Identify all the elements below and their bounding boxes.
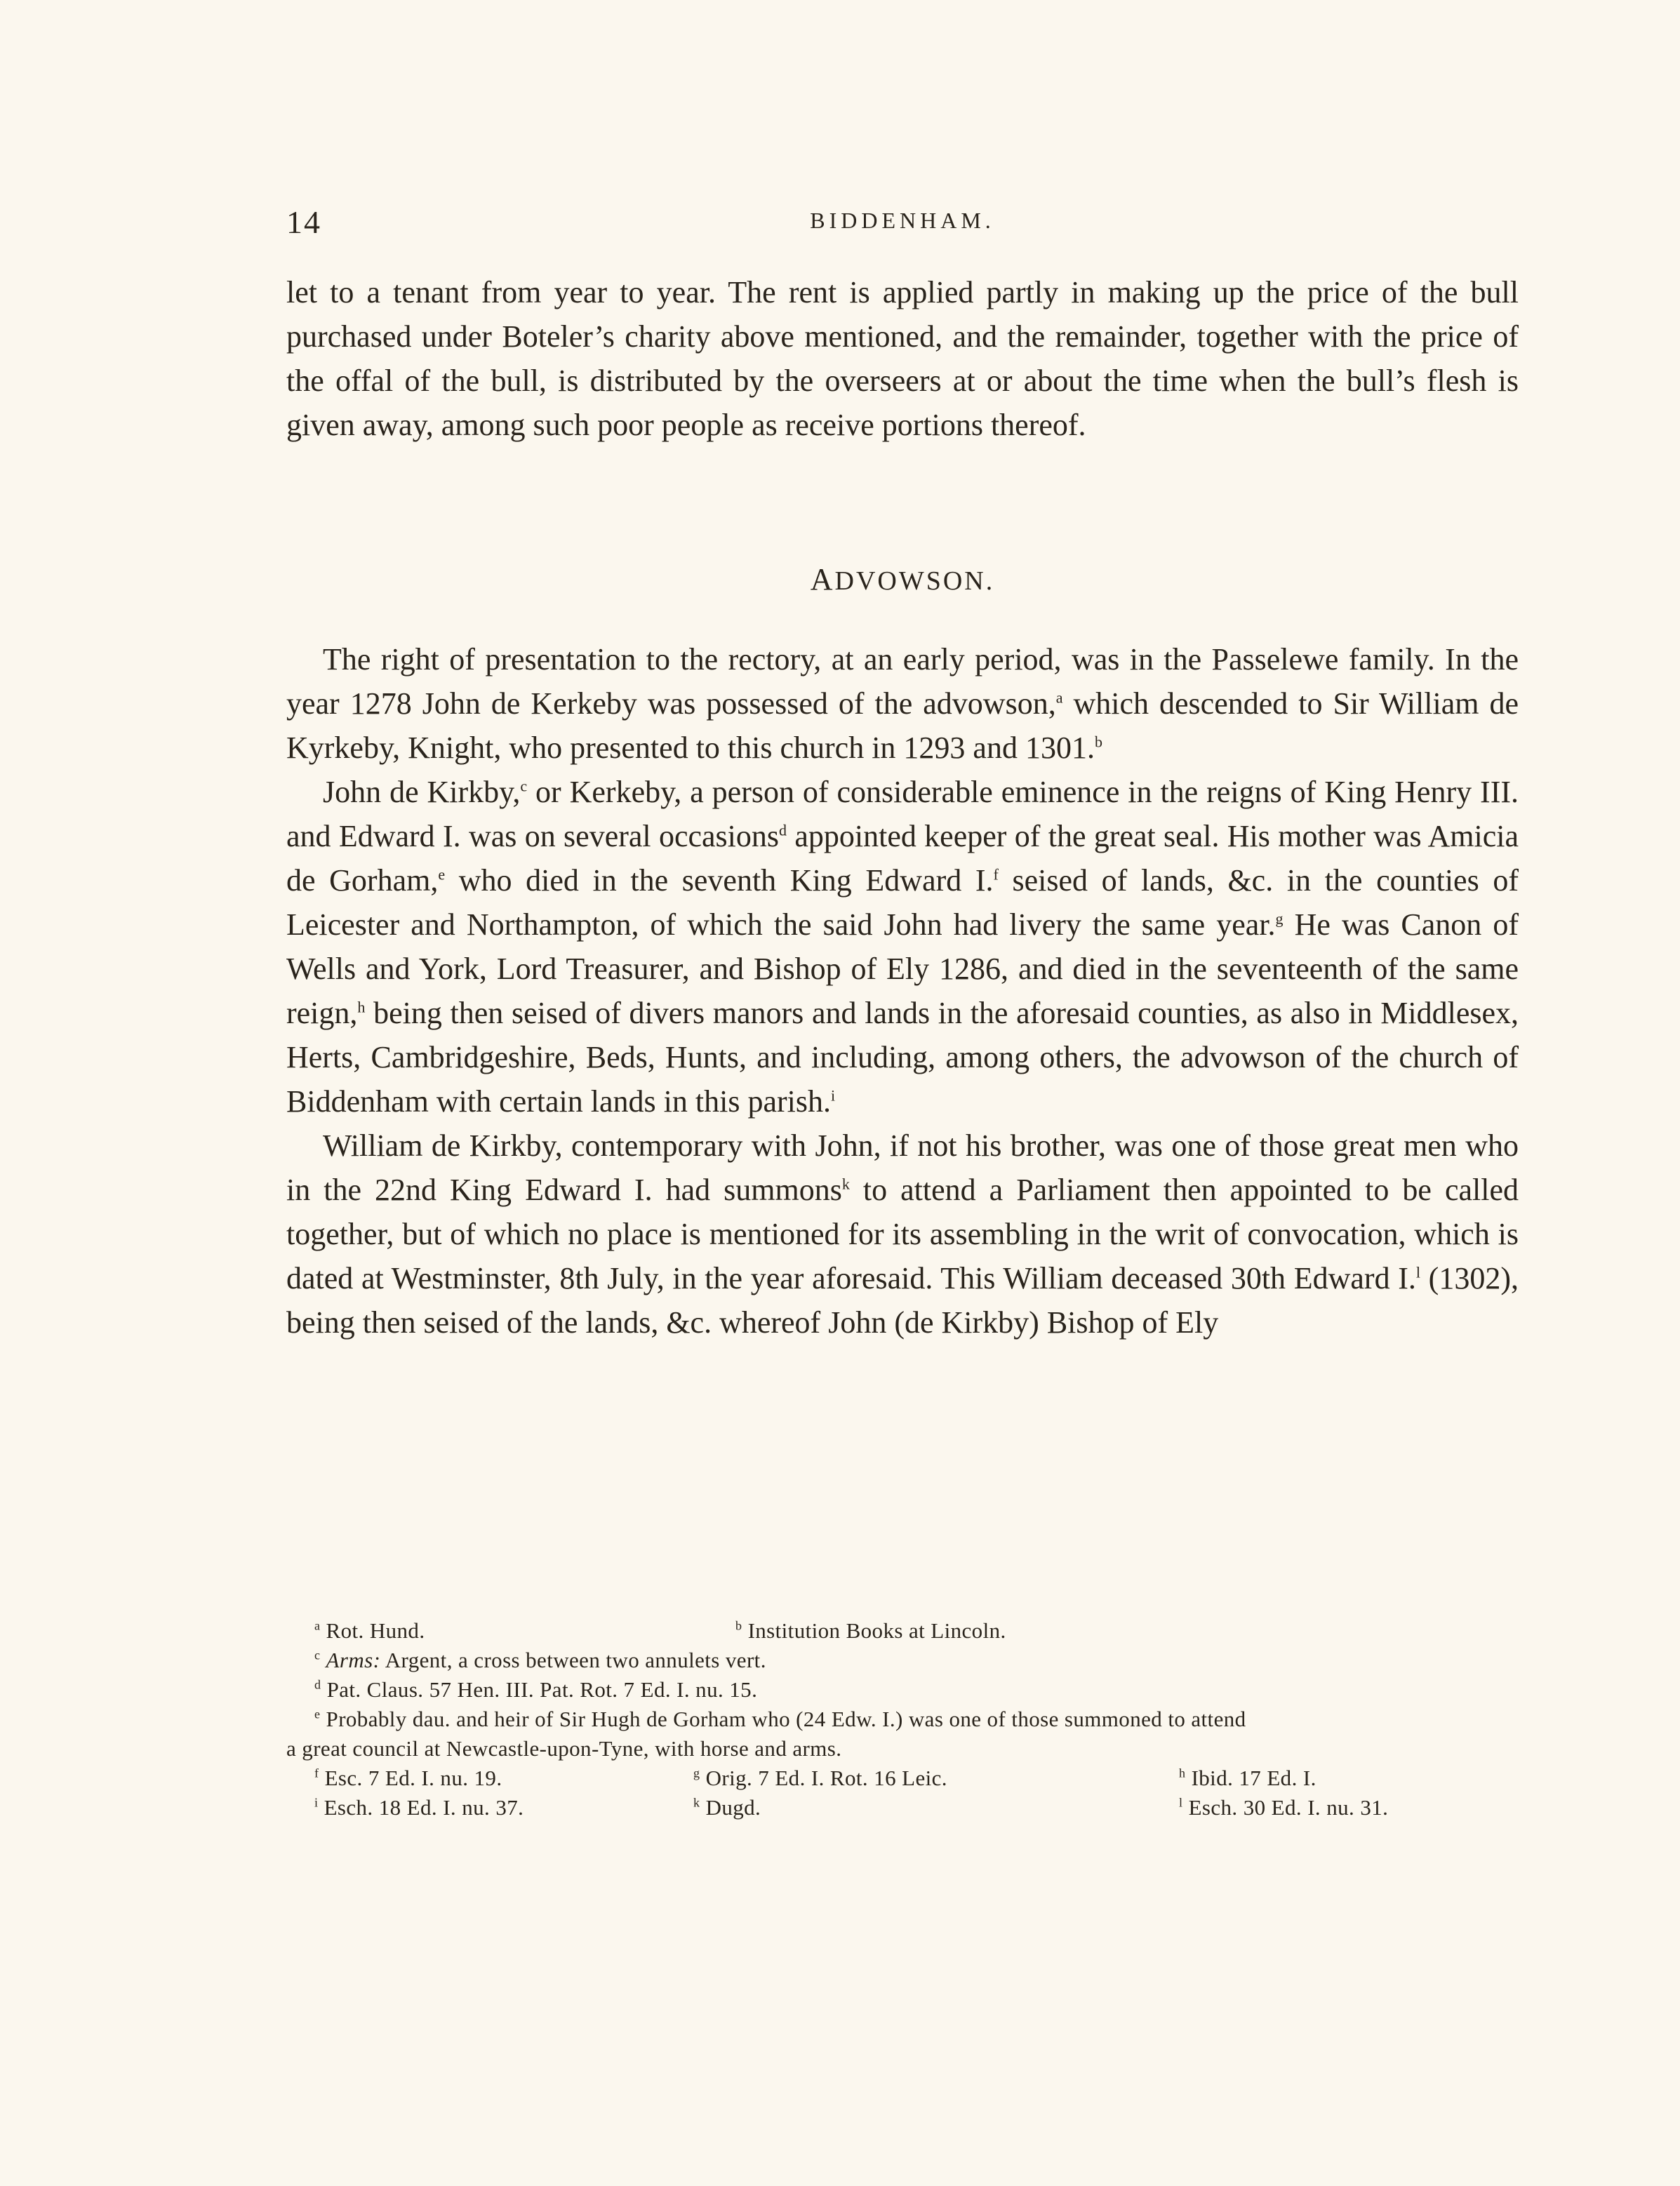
footnote-ref: i [830, 1086, 836, 1105]
footnote-a: $^a$ Rot. Hund. [314, 1618, 425, 1643]
footnote-ref: k [841, 1175, 850, 1193]
footnote-e-continued: a great council at Newcastle-upon-Tyne, with horse and arms. [286, 1736, 842, 1761]
footnote-ref: e [438, 865, 446, 884]
footnote-l: $^l$ Esch. 30 Ed. I. nu. 31. [1179, 1795, 1389, 1820]
footnotes [286, 1616, 1519, 1822]
footnote-i: $^i$ Esch. 18 Ed. I. nu. 37. [314, 1795, 524, 1820]
footnote-c: $^c$ Arms: Argent, a cross between two annulets vert. [314, 1648, 766, 1672]
paragraph-presentation: The right of presentation to the rectory, at an early period, was in the Passelewe family. In the year 1278 John de Kerkeby was possessed of the advowson,$^a$ which descended to Sir William de Kyrkeby, Knight, who presented to this church in 1293 and 1301.$^b$ [286, 642, 1519, 765]
page-header [286, 204, 1519, 246]
footnote-ref: b [1094, 733, 1102, 751]
footnote-ref: h [357, 998, 366, 1016]
footnote-f: $^f$ Esc. 7 Ed. I. nu. 19. [314, 1766, 502, 1790]
footnote-ref: l [1415, 1263, 1421, 1281]
footnote-ref: g [1275, 909, 1284, 928]
running-head: BIDDENHAM. [810, 208, 995, 233]
page-number: 14 [286, 204, 321, 240]
footnote-d: $^d$ Pat. Claus. 57 Hen. III. Pat. Rot. 7 Ed. I. nu. 15. [314, 1677, 758, 1702]
paragraph-john-de-kirkby: John de Kirkby,$^c$ or Kerkeby, a person of considerable eminence in the reigns of King Henry III. and Edward I. was on several occasions$^d$ appointed keeper of the great seal. His mother was Amicia de Gorham,$^e$ who died in the seventh King Edward I.$^f$ seised of lands, &c. in the counties of Leicester and Northampton, of which the said John had livery the same year.$^g$ He was Canon of Wells and York, Lord Treasurer, and Bishop of Ely 1286, and died in the seventeenth of the same reign,$^h$ being then seised of divers manors and lands in the aforesaid counties, as also in Middlesex, Herts, Cambridgeshire, Beds, Hunts, and including, among others, the advowson of the church of Biddenham with certain lands in this parish.$^i$ [286, 775, 1519, 1119]
footnote-h: $^h$ Ibid. 17 Ed. I. [1179, 1766, 1316, 1790]
footnote-e: $^e$ Probably dau. and heir of Sir Hugh de Gorham who (24 Edw. I.) was one of those summoned to attend [314, 1707, 1246, 1731]
footnote-row [286, 1793, 1519, 1822]
paragraph-william-de-kirkby: William de Kirkby, contemporary with John, if not his brother, was one of those great men who in the 22nd King Edward I. had summons$^k$ to attend a Parliament then appointed to be called together, but of which no place is mentioned for its assembling in the writ of convocation, which is dated at Westminster, 8th July, in the year aforesaid. This William deceased 30th Edward I.$^l$ (1302), being then seised of the lands, &c. whereof John (de Kirkby) Bishop of Ely [286, 1128, 1519, 1340]
footnote-ref: f [993, 865, 999, 884]
footnote-row [286, 1616, 1519, 1646]
footnote-b: $^b$ Institution Books at Lincoln. [735, 1618, 1006, 1643]
intro-paragraph: let to a tenant from year to year. The rent is applied partly in making up the price of the bull purchased under Boteler’s charity above mentioned, and the remainder, together with the price of the offal of the bull, is distributed by the overseers at or about the time when the bull’s flesh is given away, among such poor people as receive portions thereof. [286, 275, 1519, 442]
body-text [286, 270, 1519, 1345]
footnote-ref: d [779, 821, 787, 839]
footnote-ref: a [1055, 688, 1063, 707]
section-heading-advowson: ADVOWSON. [810, 562, 995, 597]
footnote-g: $^g$ Orig. 7 Ed. I. Rot. 16 Leic. [693, 1766, 947, 1790]
footnote-k: $^k$ Dugd. [693, 1795, 761, 1820]
footnote-row [286, 1764, 1519, 1793]
footnote-ref: c [520, 777, 528, 795]
